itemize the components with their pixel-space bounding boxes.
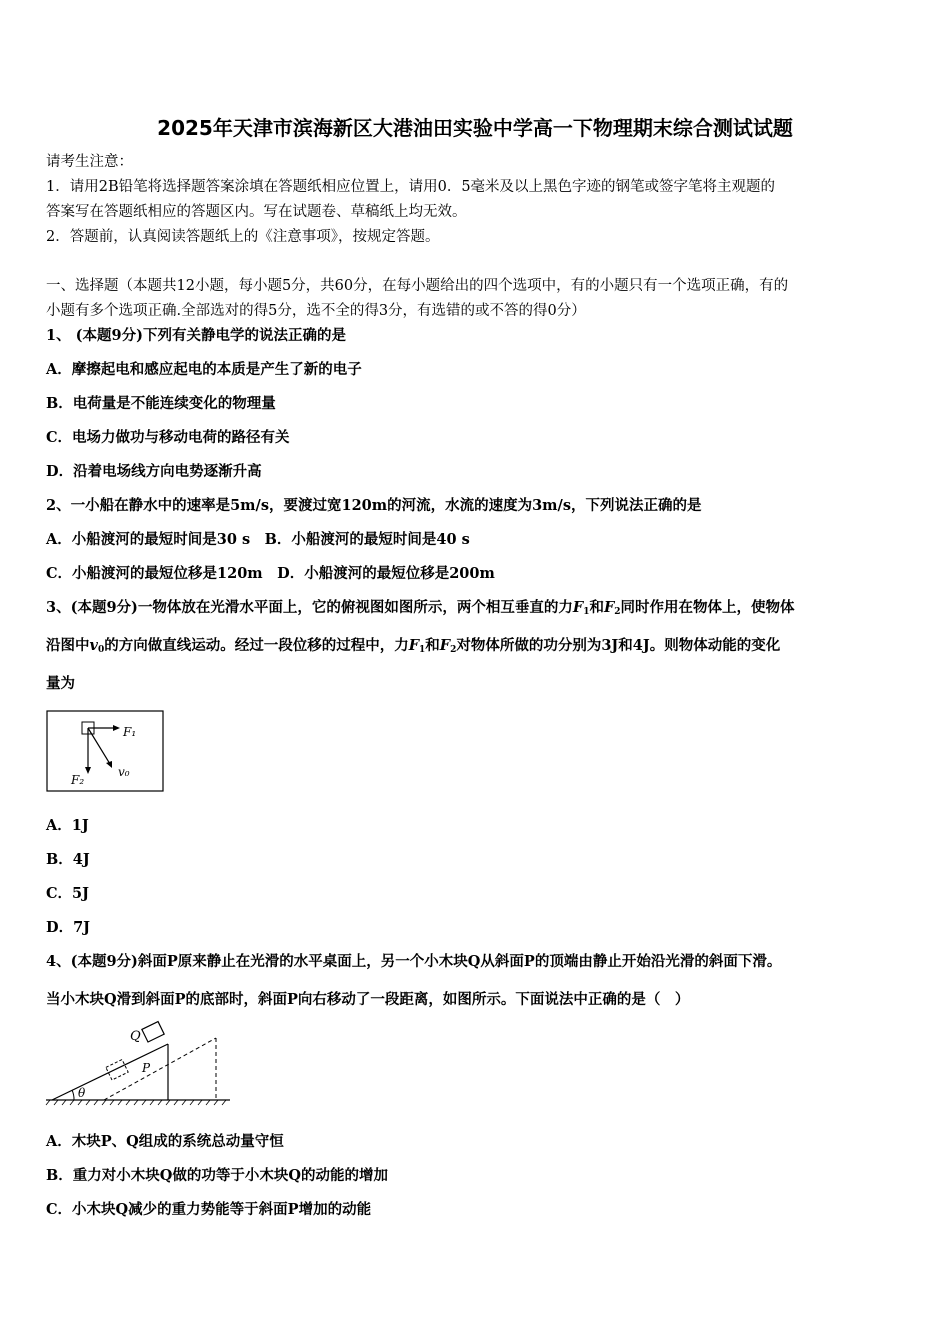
q3-option-b: B．4J: [46, 851, 90, 868]
q4-incline-diagram: [44, 1020, 234, 1108]
q1-option-a: A．摩擦起电和感应起电的本质是产生了新的电子: [46, 361, 362, 378]
q3-force-diagram: [46, 710, 164, 792]
q3-f1-label: F₁: [123, 725, 137, 739]
section-instructions-line-2: 小题有多个选项正确.全部选对的得5分，选不全的得3分，有选错的或不答的得0分）: [46, 303, 586, 319]
q3-diagram-frame: [47, 711, 163, 791]
q1-option-b: B．电荷量是不能连续变化的物理量: [46, 395, 276, 412]
q4-block-q-final: [106, 1060, 128, 1080]
q1-option-c: C．电场力做功与移动电荷的路径有关: [46, 429, 290, 446]
q4-stem-line-2: 当小木块Q滑到斜面P的底部时，斜面P向右移动了一段距离，如图所示。下面说法中正确的是（ ）: [46, 991, 690, 1008]
notice-item-2: 2．答题前，认真阅读答题纸上的《注意事项》，按规定答题。: [46, 229, 440, 245]
q4-option-b: B．重力对小木块Q做的功等于小木块Q的动能的增加: [46, 1167, 389, 1184]
q1-stem: 1、 (本题9分)下列有关静电学的说法正确的是: [46, 327, 346, 344]
q4-option-c: C．小木块Q减少的重力势能等于斜面P增加的动能: [46, 1201, 372, 1218]
q4-incline-surface: [52, 1044, 168, 1100]
q4-p-label: P: [142, 1061, 151, 1075]
q1-option-d: D．沿着电场线方向电势逐渐升高: [46, 463, 262, 480]
page-title: 2025年天津市滨海新区大港油田实验中学高一下物理期末综合测试试题: [157, 116, 793, 140]
q3-f2-label: F₂: [71, 773, 85, 787]
q3-v0-label: v₀: [118, 765, 130, 779]
q3-stem-line-2: 沿图中$v_0$的方向做直线运动。经过一段位移的过程中，力$F_1$和$F_2$对物体所做的功分别为3J和4J。则物体动能的变化: [46, 637, 781, 655]
notice-heading: 请考生注意：: [46, 154, 133, 170]
q4-option-a: A．木块P、Q组成的系统总动量守恒: [46, 1133, 284, 1150]
q2-stem: 2、一小船在静水中的速率是5m/s，要渡过宽120m的河流，水流的速度为3m/s，下列说法正确的是: [46, 497, 702, 514]
q3-option-d: D．7J: [46, 919, 91, 936]
notice-item-1-line-1: 1．请用2B铅笔将选择题答案涂填在答题纸相应位置上，请用0．5毫米及以上黑色字迹的钢笔或签字笔将主观题的: [46, 179, 776, 195]
q4-angle-arc: [72, 1090, 74, 1100]
q2-options-cd: C．小船渡河的最短位移是120m D．小船渡河的最短位移是200m: [46, 565, 495, 582]
q3-stem-line-3: 量为: [46, 675, 75, 692]
q4-block-q: [142, 1022, 164, 1042]
section-instructions-line-1: 一、选择题（本题共12小题，每小题5分，共60分，在每小题给出的四个选项中，有的小题只有一个选项正确，有的: [46, 278, 789, 294]
q4-stem-line-1: 4、(本题9分)斜面P原来静止在光滑的水平桌面上，另一个小木块Q从斜面P的顶端由静止开始沿光滑的斜面下滑。: [46, 953, 782, 970]
notice-item-1-line-2: 答案写在答题纸相应的答题区内。写在试题卷、草稿纸上均无效。: [46, 204, 467, 220]
q3-option-c: C．5J: [46, 885, 89, 902]
q2-options-ab: A．小船渡河的最短时间是30 s B．小船渡河的最短时间是40 s: [46, 531, 470, 548]
q3-stem-line-1: 3、(本题9分)一物体放在光滑水平面上，它的俯视图如图所示，两个相互垂直的力$F_1$和$F_2$同时作用在物体上，使物体: [46, 599, 795, 617]
q4-theta-label: θ: [78, 1086, 86, 1100]
q3-option-a: A．1J: [46, 817, 89, 834]
q4-q-label: Q: [130, 1029, 141, 1044]
q3-v0-arrow: [88, 728, 110, 764]
